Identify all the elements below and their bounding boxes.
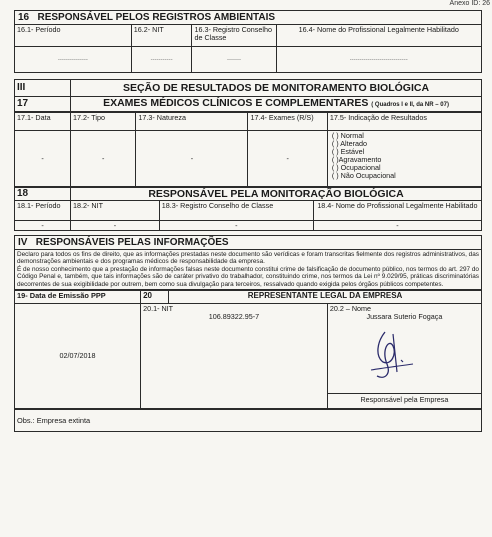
section-3-table: [14, 79, 482, 112]
col-17-5: 17.5- Indicação de Resultados: [327, 113, 481, 131]
section-3-title: SEÇÃO DE RESULTADOS DE MONITORAMENTO BIOLÓGICA: [71, 80, 482, 97]
col-16-2: 16.2- NIT: [131, 25, 192, 47]
val-18-1: -: [15, 221, 71, 231]
emission-date: 02/07/2018: [15, 304, 141, 409]
val-18-2: -: [71, 221, 160, 231]
section-17-number: 17: [15, 97, 71, 112]
section-18-number: 18: [15, 188, 71, 201]
section-17-note: ( Quadros I e II, da NR – 07): [371, 102, 449, 108]
section-19-label: 19- Data de Emissão PPP: [15, 291, 141, 304]
section-3-number: III: [15, 80, 71, 97]
ppp-form: [14, 10, 482, 432]
annex-id: Anexo ID: 26: [449, 0, 490, 7]
option-alterado: ( ) Alterado: [331, 139, 368, 148]
signature: [363, 326, 423, 386]
nit-value: 106.89322.95-7: [208, 312, 260, 322]
section-4-header: [15, 236, 482, 250]
val-16-4: -----------------------------: [276, 47, 482, 73]
col-18-1: 18.1- Período: [15, 201, 71, 221]
section-17-header: [71, 97, 482, 112]
val-17-3: -: [136, 131, 248, 187]
option-normal: ( ) Normal: [331, 131, 364, 140]
section-18-table: [14, 187, 482, 231]
section-19-20-table: [14, 290, 482, 409]
option-nao-ocupacional: ( ) Não Ocupacional: [331, 171, 396, 180]
val-18-4: -: [313, 221, 481, 231]
declaration-paragraph-1: Declaro para todos os fins de direito, que as informações prestadas neste documento são verídicas e foram transcritas fielmente dos registros administrativos, das demonstrações ambientais e dos programas médicos de responsabilidade da empresa.: [17, 251, 479, 266]
col-17-3: 17.3- Natureza: [136, 113, 248, 131]
section-16-title: RESPONSÁVEL PELOS REGISTROS AMBIENTAIS: [37, 12, 276, 23]
val-18-3: -: [159, 221, 313, 231]
declaration-text: [15, 250, 482, 290]
val-17-1: -: [15, 131, 71, 187]
col-16-4: 16.4- Nome do Profissional Legalmente Habilitado: [276, 25, 482, 47]
section-17-table: [14, 112, 482, 187]
section-4-table: [14, 235, 482, 290]
val-17-4: -: [248, 131, 327, 187]
val-16-1: ---------------: [15, 47, 132, 73]
section-4-title: RESPONSÁVEIS PELAS INFORMAÇÕES: [35, 237, 229, 248]
declaration-paragraph-2: É de nosso conhecimento que a prestação de informações falsas neste documento constitui crime de falsificação de documento público, nos termos do art. 297 do Código Penal e, também, que tais informações são de caráter privativo do trabalhador, constituindo crime, nos termos da Lei nº 9.029/95, práticas discriminatórias decorrentes de sua exigibilidade por outrem, bem como sua divulgação para terceiros, ressalvado quando exigida pelos órgãos públicos competentes.: [17, 265, 479, 288]
name-label: 20.2 – Nome: [329, 304, 372, 314]
observation: Obs.: Empresa extinta: [15, 410, 482, 432]
val-16-2: -----------: [131, 47, 192, 73]
nit-label: 20.1- NIT: [143, 304, 174, 314]
nit-cell: [141, 304, 328, 409]
section-18-title: RESPONSÁVEL PELA MONITORAÇÃO BIOLÓGICA: [71, 188, 482, 201]
option-agravamento: ( )Agravamento: [331, 155, 382, 164]
representative-name: Jussara Suterio Fogaça: [366, 312, 443, 322]
section-16-table: [14, 10, 482, 73]
val-16-3: -------: [192, 47, 276, 73]
signature-image: [363, 326, 423, 386]
option-estavel: ( ) Estável: [331, 147, 365, 156]
col-16-3: 16.3- Registro Conselho de Classe: [192, 25, 276, 47]
section-16-header: [15, 11, 482, 25]
col-18-3: 18.3- Registro Conselho de Classe: [159, 201, 313, 221]
section-17-title: EXAMES MÉDICOS CLÍNICOS E COMPLEMENTARES: [103, 97, 369, 109]
col-17-2: 17.2- Tipo: [71, 113, 136, 131]
col-17-4: 17.4- Exames (R/S): [248, 113, 327, 131]
signature-caption: Responsável pela Empresa: [360, 395, 449, 405]
section-20-title: REPRESENTANTE LEGAL DA EMPRESA: [169, 291, 482, 304]
val-17-2: -: [71, 131, 136, 187]
col-16-1: 16.1- Período: [15, 25, 132, 47]
option-ocupacional: ( ) Ocupacional: [331, 163, 381, 172]
col-18-2: 18.2- NIT: [71, 201, 160, 221]
signature-line: [328, 393, 481, 394]
section-20-number: 20: [141, 291, 169, 304]
col-18-4: 18.4- Nome do Profissional Legalmente Habilitado: [313, 201, 481, 221]
col-17-1: 17.1- Data: [15, 113, 71, 131]
obs-table: [14, 409, 482, 432]
name-cell: [327, 304, 481, 409]
section-16-number: 16: [18, 12, 30, 23]
section-4-number: IV: [18, 237, 28, 248]
result-options: [327, 131, 481, 187]
